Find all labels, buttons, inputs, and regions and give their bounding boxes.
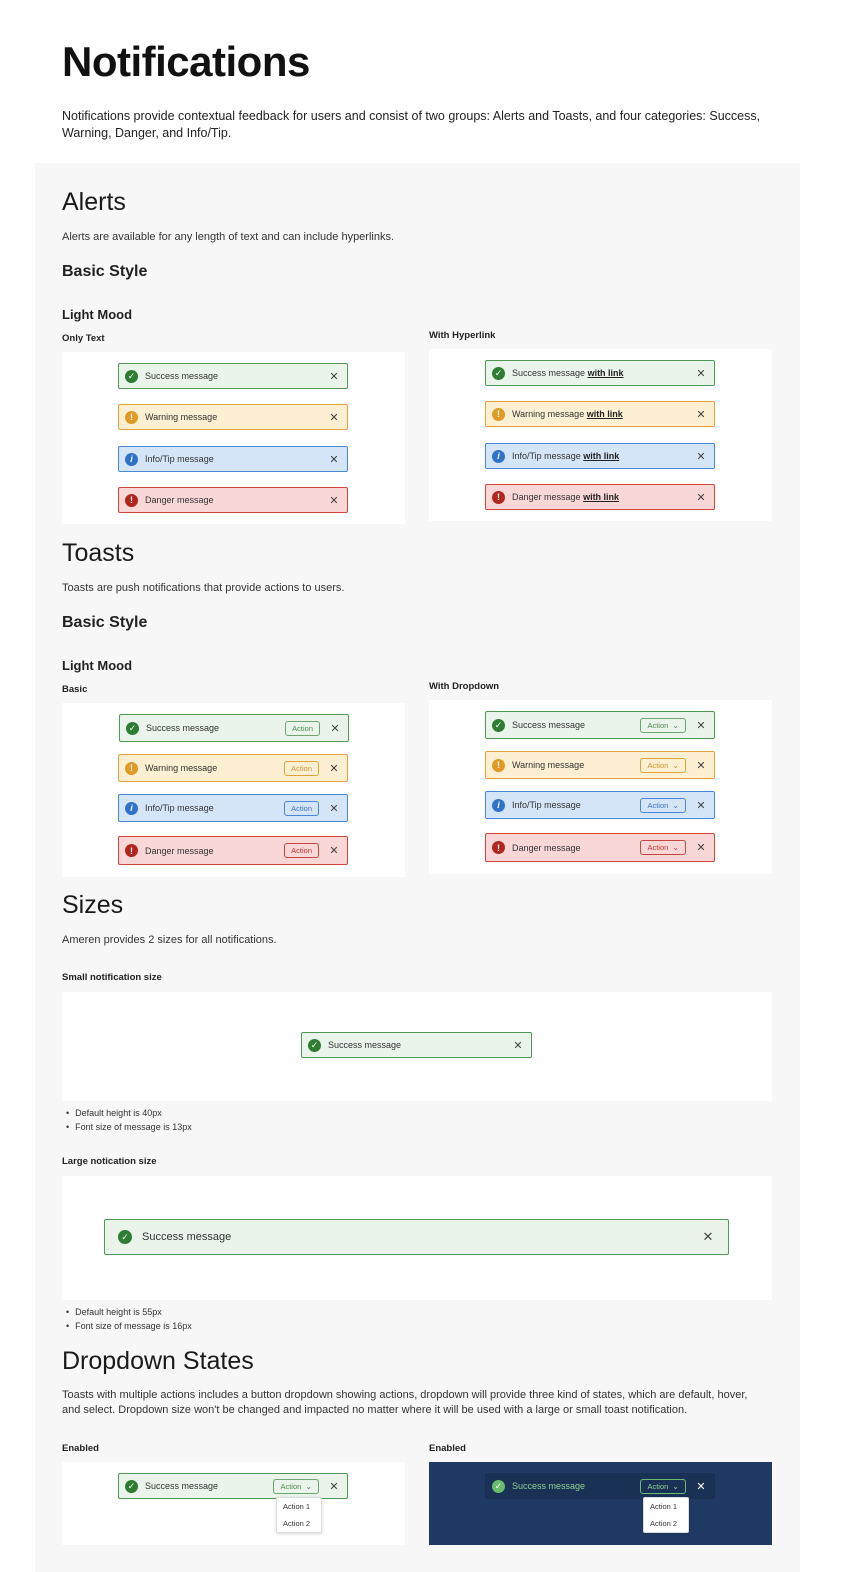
alerts-light-mood-heading: Light Mood: [62, 307, 133, 322]
action-button[interactable]: Action: [284, 843, 319, 858]
alert-link[interactable]: with link: [583, 492, 620, 502]
bullet-item: • Default height is 55px: [66, 1306, 192, 1320]
toast-message: Danger message: [145, 845, 214, 856]
alert-message: [512, 451, 693, 461]
close-icon[interactable]: ✕: [329, 802, 339, 815]
close-icon[interactable]: ✕: [702, 1229, 714, 1244]
action-dropdown-button[interactable]: [640, 840, 686, 855]
with-dropdown-caption: With Dropdown: [429, 681, 500, 692]
alerts-basic-style-heading: Basic Style: [62, 263, 148, 280]
large-size-caption: Large notication size: [62, 1156, 157, 1167]
exclamation-circle-icon: !: [125, 411, 138, 424]
exclamation-circle-icon: !: [125, 762, 138, 775]
info-circle-icon: i: [125, 453, 138, 466]
toasts-light-mood-heading: Light Mood: [62, 658, 133, 673]
exclamation-circle-icon: !: [492, 491, 505, 504]
action-dropdown-button[interactable]: [640, 758, 686, 773]
dropdown-menu-item[interactable]: Action 1: [283, 1502, 311, 1511]
action-button[interactable]: Action: [285, 721, 320, 736]
alert-message: [512, 409, 693, 419]
toasts-heading: Toasts: [62, 539, 135, 567]
toast-message: Info/Tip message: [145, 803, 214, 813]
action-dropdown-button[interactable]: [640, 718, 686, 733]
action-label: Action: [280, 1481, 302, 1491]
dropdown-states-description: Toasts with multiple actions includes a button dropdown showing actions, dropdown will provide three kind of states, which are default, hover, and select. Dropdown size won't be changed and impacted no matter where it will be used with a large or small toast notification.: [62, 1389, 748, 1416]
chevron-down-icon: ⌄: [672, 720, 679, 730]
small-size-caption: Small notification size: [62, 972, 162, 983]
alert-info-link: [485, 443, 715, 469]
close-icon[interactable]: ✕: [696, 842, 706, 854]
chevron-down-icon: ⌄: [672, 800, 679, 810]
alerts-heading: Alerts: [62, 188, 126, 216]
alert-message: [512, 368, 693, 378]
toast-info: [118, 794, 348, 822]
dropdown-menu: [276, 1497, 322, 1533]
enabled-caption-left: Enabled: [62, 1443, 99, 1454]
alert-warning-link: [485, 401, 715, 427]
info-circle-icon: i: [492, 799, 505, 812]
toast-success: [119, 714, 349, 742]
toasts-basic-panel: [62, 703, 405, 877]
close-icon[interactable]: ✕: [696, 759, 706, 772]
close-icon[interactable]: ✕: [696, 450, 706, 463]
alert-text: Warning message: [512, 409, 585, 419]
toast-message: Success message: [146, 723, 220, 733]
alerts-only-text-panel: [62, 352, 405, 524]
dropdown-toast-light: [118, 1473, 348, 1499]
action-button[interactable]: Action: [284, 801, 319, 816]
alert-message: Danger message: [145, 495, 214, 505]
close-icon[interactable]: ✕: [513, 1039, 523, 1052]
close-icon[interactable]: ✕: [696, 719, 706, 732]
small-size-panel: [62, 992, 772, 1101]
toasts-description: Toasts are push notifications that provide actions to users.: [62, 582, 345, 594]
close-icon[interactable]: ✕: [696, 491, 706, 504]
dropdown-menu-item[interactable]: Action 1: [650, 1502, 678, 1511]
exclamation-circle-icon: !: [125, 494, 138, 507]
small-size-bullets: [66, 1107, 192, 1134]
exclamation-circle-icon: !: [492, 408, 505, 421]
large-size-panel: [62, 1176, 772, 1300]
chevron-down-icon: ⌄: [305, 1481, 312, 1491]
toast-info-dropdown: [485, 791, 715, 819]
exclamation-circle-icon: !: [492, 841, 505, 854]
action-label: Action: [647, 720, 669, 730]
info-circle-icon: i: [492, 450, 505, 463]
toast-danger: [118, 836, 348, 865]
close-icon[interactable]: ✕: [696, 367, 706, 380]
info-circle-icon: i: [125, 802, 138, 815]
sizes-description: Ameren provides 2 sizes for all notifications.: [62, 934, 277, 946]
close-icon[interactable]: ✕: [329, 762, 339, 775]
basic-caption: Basic: [62, 684, 88, 695]
checkmark-circle-icon: ✓: [492, 719, 505, 732]
close-icon[interactable]: ✕: [329, 370, 339, 383]
alert-link[interactable]: with link: [583, 451, 620, 461]
notification-message: Success message: [142, 1231, 232, 1243]
action-label: Action: [647, 800, 669, 810]
only-text-caption: Only Text: [62, 333, 105, 344]
toast-message: Success message: [512, 1481, 586, 1491]
page-intro: Notifications provide contextual feedback for users and consist of two groups: Alerts and Toasts, and four categories: Success, Warning, Danger, and Info/Tip.: [62, 109, 761, 140]
alert-success-link: [485, 360, 715, 386]
alerts-description: Alerts are available for any length of text and can include hyperlinks.: [62, 231, 395, 243]
chevron-down-icon: ⌄: [672, 1481, 679, 1491]
dropdown-menu-item[interactable]: Action 2: [650, 1519, 678, 1528]
page-title: Notifications: [62, 38, 310, 85]
alert-message: Info/Tip message: [145, 454, 214, 464]
sizes-heading: Sizes: [62, 891, 124, 919]
checkmark-circle-icon: ✓: [492, 367, 505, 380]
toast-message: Success message: [512, 720, 586, 730]
alert-text: Danger message: [512, 492, 581, 502]
toast-message: Info/Tip message: [512, 800, 581, 810]
alert-warning: [118, 404, 348, 430]
alert-danger-link: [485, 484, 715, 510]
action-label: Action: [647, 760, 669, 770]
toast-success-dropdown: [485, 711, 715, 739]
toast-message: Success message: [145, 1481, 219, 1491]
alert-link[interactable]: with link: [587, 368, 624, 378]
enabled-caption-right: Enabled: [429, 1443, 466, 1454]
toast-warning-dropdown: [485, 751, 715, 779]
alert-message: [512, 492, 693, 502]
dropdown-dark-panel: [429, 1462, 772, 1545]
checkmark-circle-icon: ✓: [125, 1480, 138, 1493]
close-icon[interactable]: ✕: [330, 722, 340, 735]
alert-info: [118, 446, 348, 472]
with-hyperlink-caption: With Hyperlink: [429, 330, 496, 341]
exclamation-circle-icon: !: [125, 844, 138, 857]
alert-success: [118, 363, 348, 389]
bullet-item: • Font size of message is 16px: [66, 1320, 192, 1334]
action-label: Action: [647, 1481, 669, 1491]
alert-text: Info/Tip message: [512, 451, 581, 461]
dropdown-states-heading: Dropdown States: [62, 1347, 254, 1375]
action-label: Action: [647, 843, 669, 852]
checkmark-circle-icon: ✓: [492, 1480, 505, 1493]
bullet-item: • Font size of message is 13px: [66, 1121, 192, 1135]
alert-text: Success message: [512, 368, 586, 378]
checkmark-circle-icon: ✓: [118, 1230, 132, 1244]
close-icon[interactable]: ✕: [329, 453, 339, 466]
alerts-hyperlink-panel: [429, 349, 772, 521]
action-dropdown-button[interactable]: [640, 798, 686, 813]
toast-message: Warning message: [145, 763, 218, 773]
alert-danger: [118, 487, 348, 513]
dropdown-toast-dark: [485, 1473, 715, 1499]
close-icon[interactable]: ✕: [696, 408, 706, 421]
close-icon[interactable]: ✕: [696, 1480, 706, 1493]
large-success-notification: [104, 1219, 729, 1255]
close-icon[interactable]: ✕: [696, 799, 706, 812]
dropdown-menu: [643, 1497, 689, 1533]
notification-message: Success message: [328, 1040, 402, 1050]
toast-danger-dropdown: [485, 833, 715, 862]
action-dropdown-button[interactable]: [640, 1479, 686, 1494]
toast-message: Warning message: [512, 760, 585, 770]
checkmark-circle-icon: ✓: [125, 370, 138, 383]
close-icon[interactable]: ✕: [329, 1480, 339, 1493]
toasts-basic-style-heading: Basic Style: [62, 614, 148, 631]
bullet-item: • Default height is 40px: [66, 1107, 192, 1121]
dropdown-light-panel: [62, 1462, 405, 1545]
chevron-down-icon: ⌄: [672, 760, 679, 770]
toasts-dropdown-panel: [429, 700, 772, 874]
dropdown-menu-item[interactable]: Action 2: [283, 1519, 311, 1528]
checkmark-circle-icon: ✓: [308, 1039, 321, 1052]
toast-warning: [118, 754, 348, 782]
large-size-bullets: [66, 1306, 192, 1333]
close-icon[interactable]: ✕: [329, 411, 339, 424]
close-icon[interactable]: ✕: [329, 845, 339, 857]
exclamation-circle-icon: !: [492, 759, 505, 772]
toast-message: Danger message: [512, 842, 581, 853]
alert-message: Warning message: [145, 412, 218, 422]
action-dropdown-button[interactable]: [273, 1479, 319, 1494]
alert-message: Success message: [145, 371, 219, 381]
checkmark-circle-icon: ✓: [126, 722, 139, 735]
alert-link[interactable]: with link: [586, 409, 623, 419]
close-icon[interactable]: ✕: [329, 494, 339, 507]
small-success-notification: [301, 1032, 532, 1058]
action-button[interactable]: Action: [284, 761, 319, 776]
chevron-down-icon: ⌄: [672, 843, 679, 852]
